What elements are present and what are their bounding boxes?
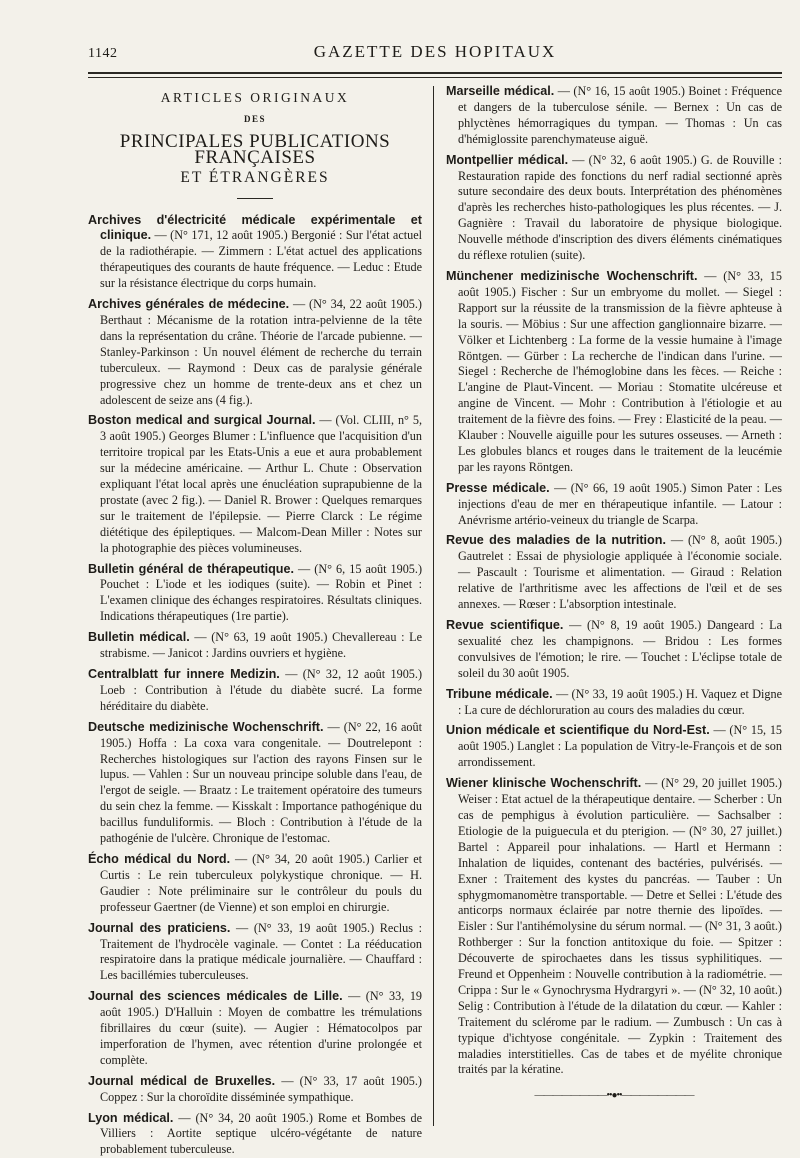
publication-journal-name: Journal des praticiens. xyxy=(88,920,231,935)
publication-contents: — (N° 34, 22 août 1905.) Berthaut : Mécanisme de la rotation intra-pelvienne de la tête dans la représentation du crâne. Théorie de l'arcade pubienne. — Stanley-Parkinson : Un nouvel élément de recherche du terrain tuberculeux. — Raymond : Deux cas de paralysie générale progressive chez un homme de trente-deux ans et chez un adolescent de seize ans (4 fig.). xyxy=(100,297,422,407)
header-rule-thin xyxy=(88,77,782,78)
publication-entry xyxy=(446,84,782,148)
section-title-line4: ET ÉTRANGÈRES xyxy=(180,168,330,186)
publication-journal-name: Archives d'électricité médicale expérimentale et clinique. xyxy=(88,212,422,243)
section-divider xyxy=(237,198,273,199)
publication-journal-name: Centralblatt fur innere Medizin. xyxy=(88,667,280,681)
publication-contents: — (N° 33, 15 août 1905.) Fischer : Sur un embryome du mollet. — Siegel : Rapport sur la réussite de la transmission de la fièvre aphteuse à la souris. — Möbius : Sur une affection ganglionnaire bizarre. — Völker et Lichtenberg : La forme de la vessie humaine à l'image Röntgen. — Gürber : La recherche de l'indican dans l'urine. — Siegel : Recherche de l'hémoglobine dans les fèces. — Reiche : L'angine de Plaut-Vincent. — Moriau : Stomatite ulcéreuse et angine de Vincent. — Mohr : Contribution à l'étiologie et au traitement de la fièvre des foins. — Frey : Elasticité de la peau. — Klauber : Nouvelle aiguille pour les sutures osseuses. — Arneth : Les globules blancs et rouges dans le traitement de la leucémie par les rayons Röntgen. xyxy=(458,268,782,474)
publication-journal-name: Presse médicale. xyxy=(446,480,550,495)
publication-journal-name: Revue des maladies de la nutrition. xyxy=(446,533,666,548)
publication-contents: — (N° 63, 19 août 1905.) Chevallereau : Le strabisme. — Janicot : Jardins ouvriers et hygiène. xyxy=(100,630,423,661)
publication-journal-name: Écho médical du Nord. xyxy=(88,851,231,866)
publication-journal-name: Archives générales de médecine. xyxy=(88,297,290,312)
publication-contents: — (N° 32, 6 août 1905.) G. de Rouville : Restauration rapide des fonctions du nerf radial sectionné après suture secondaire des deux bouts. Interprétation des phénomènes d'après les recherches histo-pathologiques les plus récentes. — J. Gagnière : Travail du laboratoire de physique biologique. Nouvelle méthode d'inscription des divers éléments cinématiques du réflexe rotulien (suite). xyxy=(458,152,782,263)
publication-contents: — (N° 8, août 1905.) Gautrelet : Essai de physiologie appliquée à l'économie sociale. — Pascault : Tourisme et alimentation. — Giraud : Relation relative de l'arthritisme avec les affections de l'œil et de ses annexes. — Rœser : L'absorption intestinale. xyxy=(458,533,782,612)
publication-contents: — (N° 171, 12 août 1905.) Bergonié : Sur l'état actuel de la radiothérapie. — Zimmern : L'état actuel des applications thérapeutiques des courants de haute fréquence. — Leduc : Etude sur la résistance électrique du corps humain. xyxy=(100,228,422,291)
publication-contents: — (N° 15, 15 août 1905.) Langlet : La population de Vitry-le-François et de son arrondissement. xyxy=(458,723,783,770)
publication-contents: — (N° 33, 19 août 1905.) D'Halluin : Moyen de combattre les trémulations fibrillaires du cœur (suite). — Augier : Hématocolpos par imperforation de l'hymen, avec rétention d'urine prolongée et complète. xyxy=(100,989,423,1067)
journal-title: GAZETTE DES HOPITAUX xyxy=(313,42,557,61)
publication-journal-name: Marseille médical. xyxy=(446,84,555,98)
publication-contents: — (N° 34, 20 août 1905.) Rome et Bombes de Villiers : Aortite septique ulcéro-végétante de nature probablement tuberculeuse. xyxy=(100,1110,423,1157)
publication-journal-name: Deutsche medizinische Wochenschrift. xyxy=(88,719,324,734)
publication-entry xyxy=(446,723,782,771)
end-ornament: ————————••●••———————— xyxy=(534,1090,694,1102)
publication-contents: — (N° 66, 19 août 1905.) Simon Pater : Les injections d'eau de mer en thérapeutique infantile. — Latour : Anévrisme artério-veineux du triangle de Scarpa. xyxy=(458,480,782,527)
publication-entry xyxy=(446,533,782,613)
section-title-line2: DES xyxy=(243,113,266,124)
publication-entry xyxy=(446,687,782,719)
publication-journal-name: Bulletin général de thérapeutique. xyxy=(88,561,294,576)
publication-entry xyxy=(88,720,422,847)
publication-journal-name: Münchener medizinische Wochenschrift. xyxy=(446,268,698,283)
publication-entry xyxy=(88,989,422,1069)
publication-contents: — (N° 8, 19 août 1905.) Dangeard : La sexualité chez les champignons. — Bridou : Les formes convulsives de l'émotion; le rire. — Touchet : L'éclipse totale de soleil du 30 août 1905. xyxy=(458,618,783,680)
publication-journal-name: Revue scientifique. xyxy=(446,618,564,632)
right-entry-list xyxy=(446,84,782,1078)
publication-entry xyxy=(446,269,782,476)
publication-entry xyxy=(88,413,422,556)
publication-journal-name: Union médicale et scientifique du Nord-Est. xyxy=(446,723,710,738)
publication-entry xyxy=(446,481,782,529)
publication-contents: — (N° 32, 12 août 1905.) Loeb : Contribution à l'étude du diabète sucré. La forme héréditaire du diabète. xyxy=(100,667,422,713)
header-rule-thick xyxy=(88,72,782,74)
page-header xyxy=(88,40,782,66)
publication-contents: — (N° 34, 20 août 1905.) Carlier et Curtis : Le rein tuberculeux polykystique chronique. — H. Gaudier : Note préliminaire sur le contrôleur du pouls du professeur Gaertner (de Vienne) et son emploi en chirurgie. xyxy=(100,851,422,914)
publication-contents: — (N° 29, 20 juillet 1905.) Weiser : Etat actuel de la thérapeutique dentaire. — Scherber : Un cas de pemphigus à évolution particulière. — Sachsalber : Etiologie de la puiguecula et du pterigion. — (N° 30, 27 juillet.) Bartel : Appareil pour inhalations. — Hartl et Hermann : Inhalation de liquides, contenant des bactéries, pulvérisés. — Exner : Traitement des kystes du pancréas. — Tauber : Un sphygmomanomètre transportable. — Detre et Sellei : L'étude des anticorps normaux éclairée par notre thernie des lipoïdes. — Eisler : Sur l'antihémolysine du sérum normal. — (N° 31, 3 août.) Rothberger : Sur la fonction antitoxique du foie. — Spitzer : Découverte de spirochaetes dans les tissus syphilitiques. — Freund et Oppenheim : Nouvelle contribution à la radiométrie. — Crippa : Sur le « Gynochrysma Hydrargyri ». — (N° 32, 10 août.) Selig : Contribution à l'étude de la dilatation du cœur. — Kahler : Traitement du sclérome par le radium. — Zumbusch : Un cas à typique d'ichtyose congénitale. — Zypkin : Traitement des maladies interstitielles. Cas de tabes et de myélite chronique traités par la kératine. xyxy=(458,776,782,1077)
publication-entry xyxy=(88,213,422,293)
publication-contents: — (N° 33, 19 août 1905.) H. Vaquez et Digne : La cure de déchloruration au cours des maladies du cœur. xyxy=(458,686,782,717)
publication-entry xyxy=(88,921,422,985)
publication-journal-name: Bulletin médical. xyxy=(88,630,190,645)
publication-journal-name: Tribune médicale. xyxy=(446,686,553,701)
section-heading xyxy=(88,90,422,199)
publication-entry xyxy=(446,618,782,682)
publication-contents: — (N° 16, 15 août 1905.) Boinet : Fréquence et dangers de la tuberculose sénile. — Bernex : Un cas de phlyctènes hémorragiques du tympan. — Thomas : Un cas d'hémiglossite parenchymateuse aiguë. xyxy=(458,84,782,146)
publication-journal-name: Journal médical de Bruxelles. xyxy=(88,1073,276,1088)
publication-journal-name: Boston medical and surgical Journal. xyxy=(88,413,316,428)
publication-entry xyxy=(88,667,422,715)
publication-entry xyxy=(446,153,782,264)
publication-entry xyxy=(88,1074,422,1106)
column-divider xyxy=(433,86,434,1126)
publication-contents: — (Vol. CLIII, n° 5, 3 août 1905.) Georges Blumer : L'influence que l'acquisition d'un territoire tropical par les Etats-Unis a eue et aura probablement sur la médecine américaine. — Arthur L. Chute : Observation expliquant l'état local après une énucléation suprapubienne de la prostate (avec 2 fig.). — Daniel R. Brower : Quelques remarques sur le traitement de l'épilepsie. — Pierre Clarck : Le régime diététique des épileptiques. — Malcom-Dean Miller : Notes sur la photographie des pièces volumineuses. xyxy=(100,413,422,555)
publication-contents: — (N° 6, 15 août 1905.) Pouchet : L'iode et les iodiques (suite). — Robin et Pinet : L'examen clinique des échanges respiratoires. Résultats cliniques. Indications thérapeutiques (1re partie). xyxy=(100,561,423,624)
publication-entry xyxy=(88,1111,422,1158)
publication-contents: — (N° 33, 17 août 1905.) Coppez : Sur la choroïdite disséminée sympathique. xyxy=(100,1073,422,1104)
publication-journal-name: Wiener klinische Wochenschrift. xyxy=(446,776,642,791)
publication-entry xyxy=(88,852,422,916)
publication-contents: — (N° 22, 16 août 1905.) Hoffa : La coxa vara congenitale. — Doutrelepont : Recherches histologiques sur l'action des rayons Finsen sur le lupus. — Vahlen : Sur un nouveau principe soluble dans l'eau, de l'ergot de seigle. — Braatz : Le traitement opératoire des tumeurs du sein chez la femme. — Kisskalt : Importance pathogénique du bacillus funduliformis. — Bloch : Contribution à l'étude de la pathogénie de l'ulcère. Chronique de l'estomac. xyxy=(100,719,423,846)
publication-entry xyxy=(88,297,422,408)
publication-journal-name: Journal des sciences médicales de Lille. xyxy=(88,989,343,1004)
section-title-line1: ARTICLES ORIGINAUX xyxy=(160,90,350,105)
publication-entry xyxy=(446,776,782,1078)
right-column xyxy=(446,84,782,1134)
left-column xyxy=(88,84,423,1157)
publication-entry xyxy=(88,630,422,662)
publication-journal-name: Lyon médical. xyxy=(88,1110,174,1125)
page-number: 1142 xyxy=(88,46,118,61)
publication-entry xyxy=(88,562,422,626)
publication-contents: — (N° 33, 19 août 1905.) Reclus : Traitement de l'hydrocèle vaginale. — Contet : La rééducation respiratoire dans la pratique médicale journalière. — Chauffard : Les bacillémies tuberculeuses. xyxy=(100,920,422,983)
left-entry-list xyxy=(88,213,422,1158)
publication-journal-name: Montpellier médical. xyxy=(446,152,569,167)
section-title-line3: PRINCIPALES PUBLICATIONS FRANÇAISES xyxy=(119,130,391,168)
